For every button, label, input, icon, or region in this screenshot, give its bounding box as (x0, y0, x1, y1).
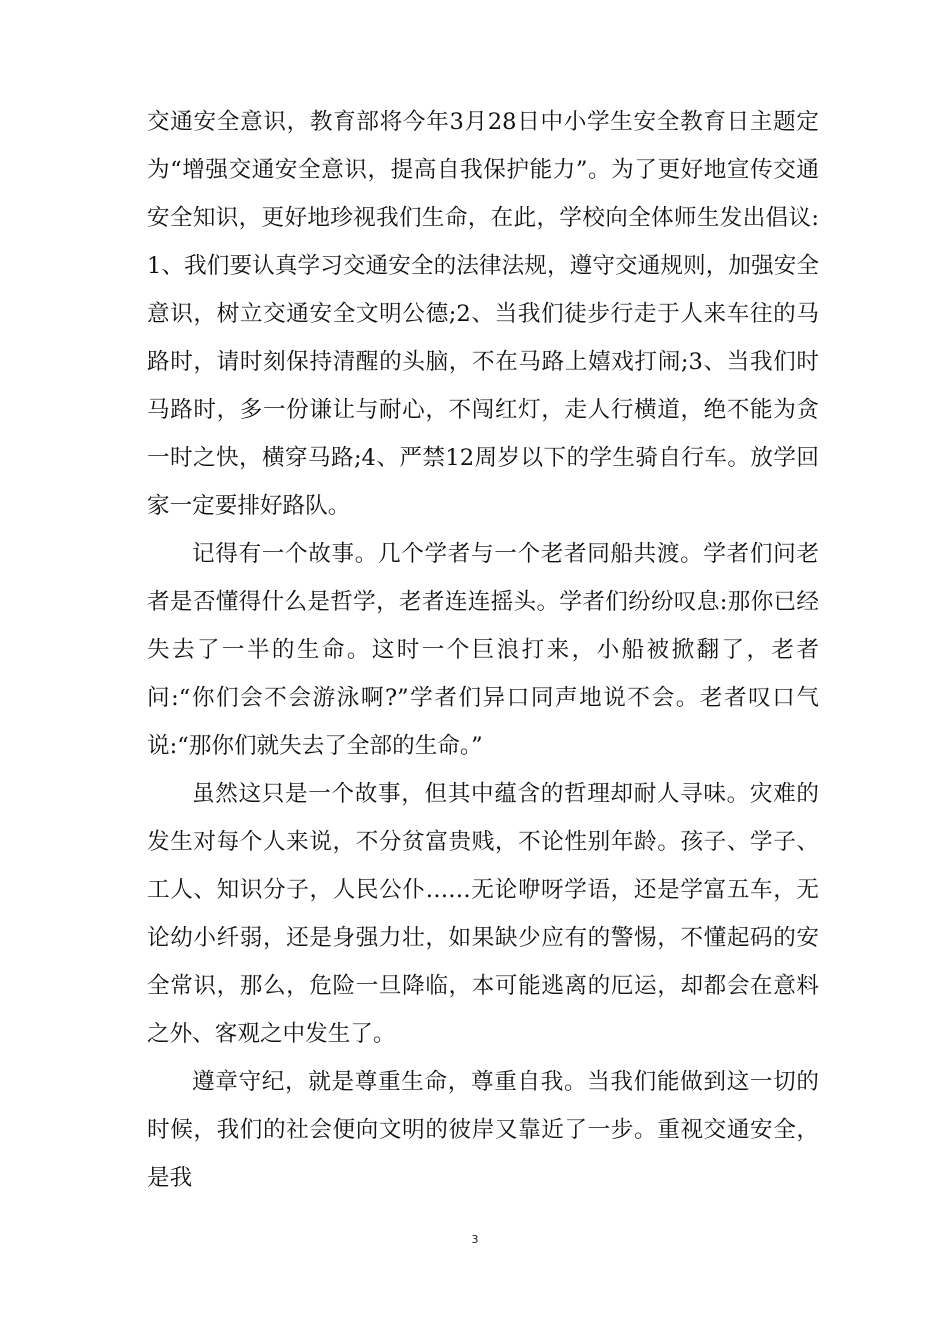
paragraph-continued: 交通安全意识，教育部将今年3月28日中小学生安全教育日主题定为“增强交通安全意识，提高自我保护能力”。为了更好地宣传交通安全知识，更好地珍视我们生命，在此，学校向全体师生发出倡议:1、我们要认真学习交通安全的法律法规，遵守交通规则，加强安全意识，树立交通安全文明公德;2、当我们徒步行走于人来车往的马路时，请时刻保持清醒的头脑，不在马路上嬉戏打闹;3、当我们时马路时，多一份谦让与耐心，不闯红灯，走人行横道，绝不能为贪一时之快，横穿马路;4、严禁12周岁以下的学生骑自行车。放学回家一定要排好路队。 (147, 109, 819, 519)
paragraph-reflection: 虽然这只是一个故事，但其中蕴含的哲理却耐人寻味。灾难的发生对每个人来说，不分贫富贵贱，不论性别年龄。孩子、学子、工人、知识分子，人民公仆……无论咿呀学语，还是学富五车，无论幼小纤弱，还是身强力壮，如果缺少应有的警惕，不懂起码的安全常识，那么，危险一旦降临，本可能逃离的厄运，却都会在意料之外、客观之中发生了。 (147, 781, 819, 1047)
paragraph-story: 记得有一个故事。几个学者与一个老者同船共渡。学者们问老者是否懂得什么是哲学，老者连连摇头。学者们纷纷叹息:那你已经失去了一半的生命。这时一个巨浪打来，小船被掀翻了，老者问:“你们会不会游泳啊?”学者们异口同声地说不会。老者叹口气说:“那你们就失去了全部的生命。” (147, 541, 819, 759)
document-body (147, 98, 819, 1202)
paragraph-conclusion: 遵章守纪，就是尊重生命，尊重自我。当我们能做到这一切的时候，我们的社会便向文明的彼岸又靠近了一步。重视交通安全，是我 (147, 1069, 819, 1191)
page-number: 3 (471, 1233, 479, 1246)
